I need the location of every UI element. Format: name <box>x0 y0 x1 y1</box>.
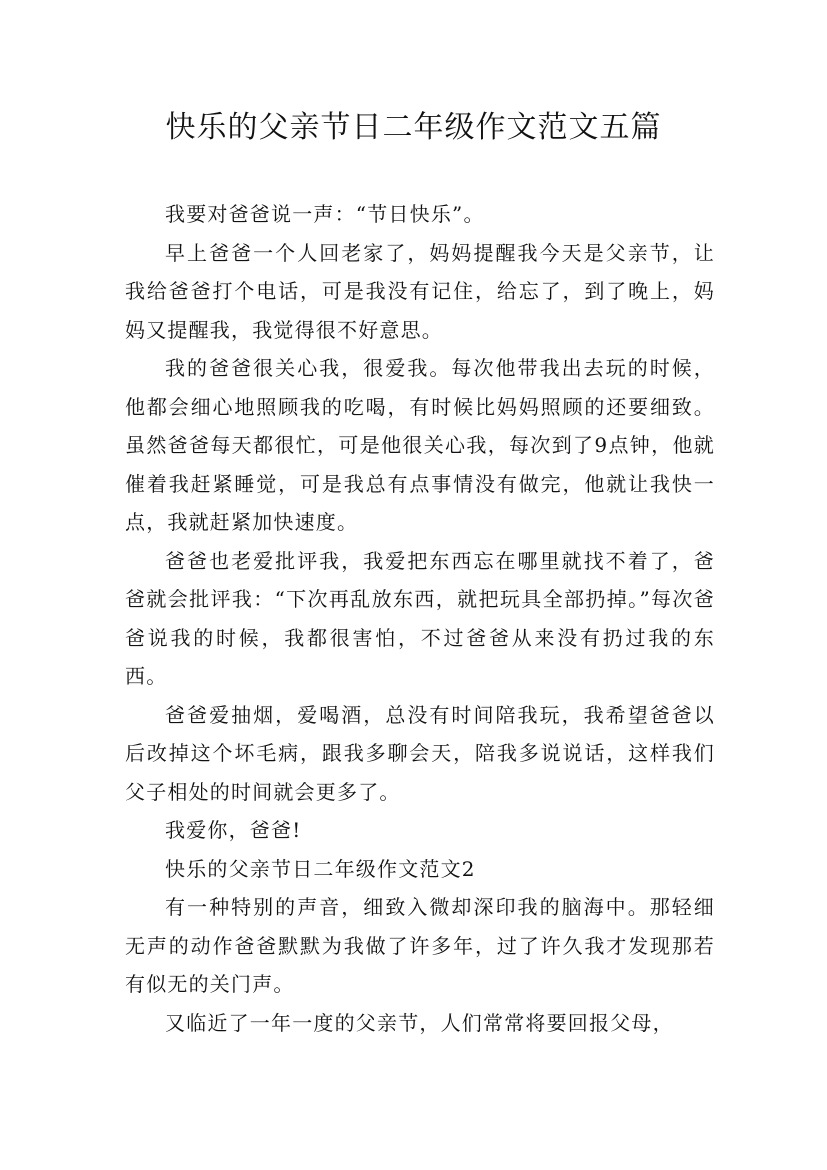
paragraph: 我要对爸爸说一声：“节日快乐”。 <box>165 202 485 226</box>
document-body <box>125 195 715 1042</box>
paragraph: 我的爸爸很关心我，很爱我。每次他带我出去玩的时候，他都会细心地照顾我的吃喝，有时候比妈妈照顾的还要细致。虽然爸爸每天都很忙，可是他很关心我，每次到了9点钟，他就催着我赶紧睡觉，可是我总有点事情没有做完，他就让我快一点，我就赶紧加快速度。 <box>125 356 715 534</box>
paragraph: 爸爸也老爱批评我，我爱把东西忘在哪里就找不着了，爸爸就会批评我：“下次再乱放东西，就把玩具全部扔掉。”每次爸爸说我的时候，我都很害怕，不过爸爸从来没有扔过我的东西。 <box>125 548 715 688</box>
paragraph: 爸爸爱抽烟，爱喝酒，总没有时间陪我玩，我希望爸爸以后改掉这个坏毛病，跟我多聊会天，陪我多说说话，这样我们父子相处的时间就会更多了。 <box>125 702 715 804</box>
document-title: 快乐的父亲节日二年级作文范文五篇 <box>165 110 662 145</box>
section-heading: 快乐的父亲节日二年级作文范文2 <box>165 856 476 881</box>
paragraph: 我爱你，爸爸! <box>165 818 302 842</box>
paragraph: 又临近了一年一度的父亲节，人们常常将要回报父母， <box>165 1010 674 1035</box>
paragraph: 有一种特别的声音，细致入微却深印我的脑海中。那轻细无声的动作爸爸默默为我做了许多年，过了许久我才发现那若有似无的关门声。 <box>125 895 715 996</box>
paragraph: 早上爸爸一个人回老家了，妈妈提醒我今天是父亲节，让我给爸爸打个电话，可是我没有记住，给忘了，到了晚上，妈妈又提醒我，我觉得很不好意思。 <box>125 240 715 342</box>
